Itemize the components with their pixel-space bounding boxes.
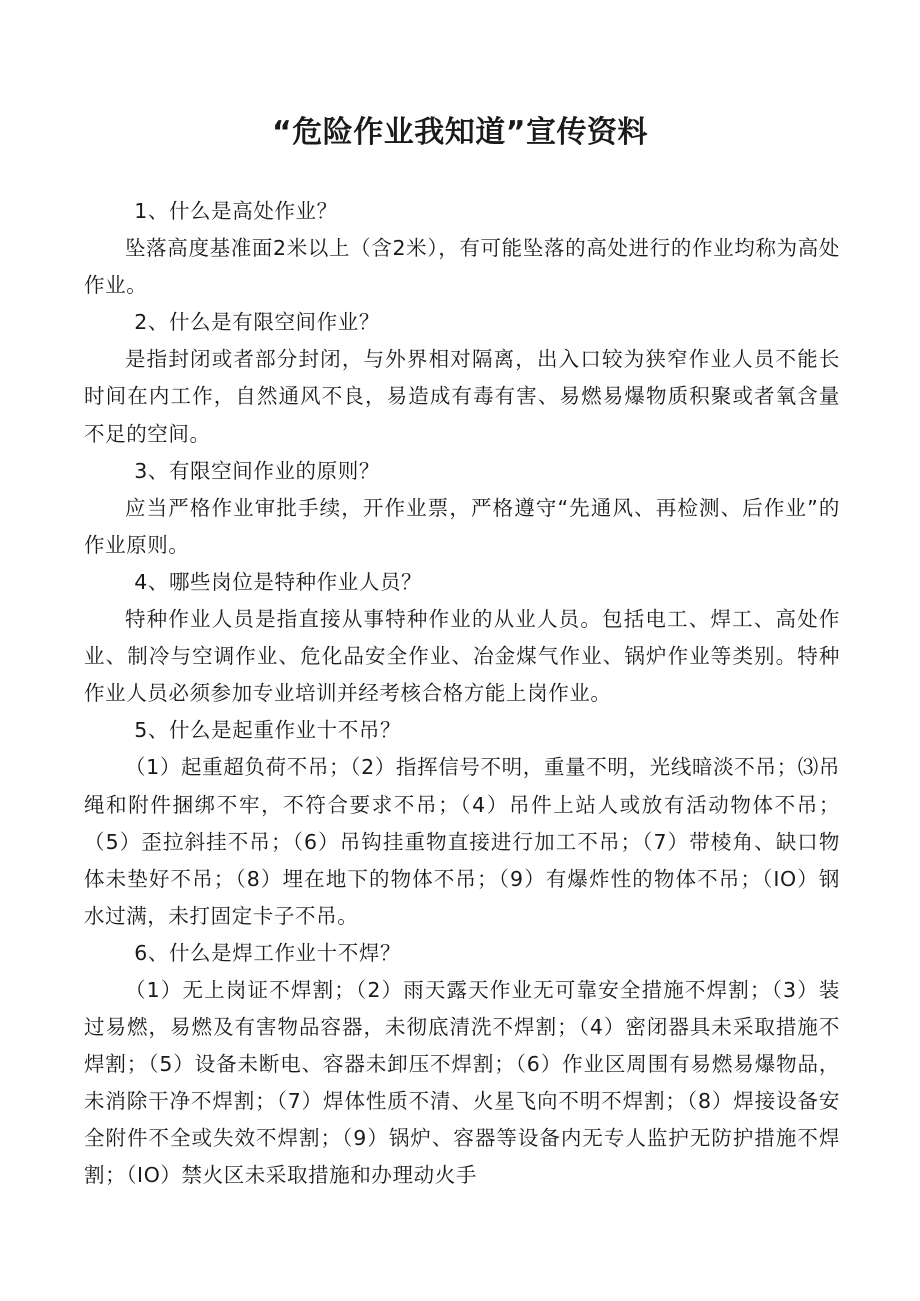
answer-2: 是指封闭或者部分封闭，与外界相对隔离，出入口较为狭窄作业人员不能长时间在内工作，自然通风不良，易造成有毒有害、易燃易爆物质积聚或者氧含量不足的空间。 — [84, 347, 840, 446]
question-6: 6、什么是焊工作业十不焊？ — [134, 940, 402, 965]
question-1: 1、什么是高处作业？ — [134, 199, 338, 223]
document-title: “危险作业我知道”宣传资料 — [272, 115, 648, 150]
question-2: 2、什么是有限空间作业？ — [134, 310, 380, 335]
answer-5: （1）起重超负荷不吊；（2）指挥信号不明，重量不明，光线暗淡不吊；⑶吊绳和附件捆绑不牢，不符合要求不吊；（4）吊件上站人或放有活动物体不吊；（5）歪拉斜挂不吊；（6）吊钩挂重物直接进行加工不吊；（7）带棱角、缺口物体未垫好不吊；（8）埋在地下的物体不吊；（9）有爆炸性的物体不吊；（IO）钢水过满，未打固定卡子不吊。 — [84, 755, 840, 928]
question-3: 3、有限空间作业的原则？ — [134, 458, 380, 483]
answer-3: 应当严格作业审批手续，开作业票，严格遵守“先通风、再检测、后作业”的作业原则。 — [84, 495, 840, 557]
document-body — [84, 193, 840, 1195]
answer-4: 特种作业人员是指直接从事特种作业的从业人员。包括电工、焊工、高处作业、制冷与空调作业、危化品安全作业、冶金煤气作业、锅炉作业等类别。特种作业人员必须参加专业培训并经考核合格方能上岗作业。 — [84, 607, 840, 706]
answer-1: 坠落高度基准面2米以上（含2米），有可能坠落的高处进行的作业均称为高处作业。 — [84, 236, 840, 298]
question-4: 4、哪些岗位是特种作业人员？ — [134, 569, 423, 594]
question-5: 5、什么是起重作业十不吊？ — [134, 718, 402, 743]
answer-6: （1）无上岗证不焊割；（2）雨天露天作业无可靠安全措施不焊割；（3）装过易燃，易燃及有害物品容器，未彻底清洗不焊割；（4）密闭器具未采取措施不焊割；（5）设备未断电、容器未卸压不焊割；（6）作业区周围有易燃易爆物品，未消除干净不焊割；（7）焊体性质不清、火星飞向不明不焊割；（8）焊接设备安全附件不全或失效不焊割；（9）锅炉、容器等设备内无专人监护无防护措施不焊割；（IO）禁火区未采取措施和办理动火手 — [84, 977, 840, 1188]
